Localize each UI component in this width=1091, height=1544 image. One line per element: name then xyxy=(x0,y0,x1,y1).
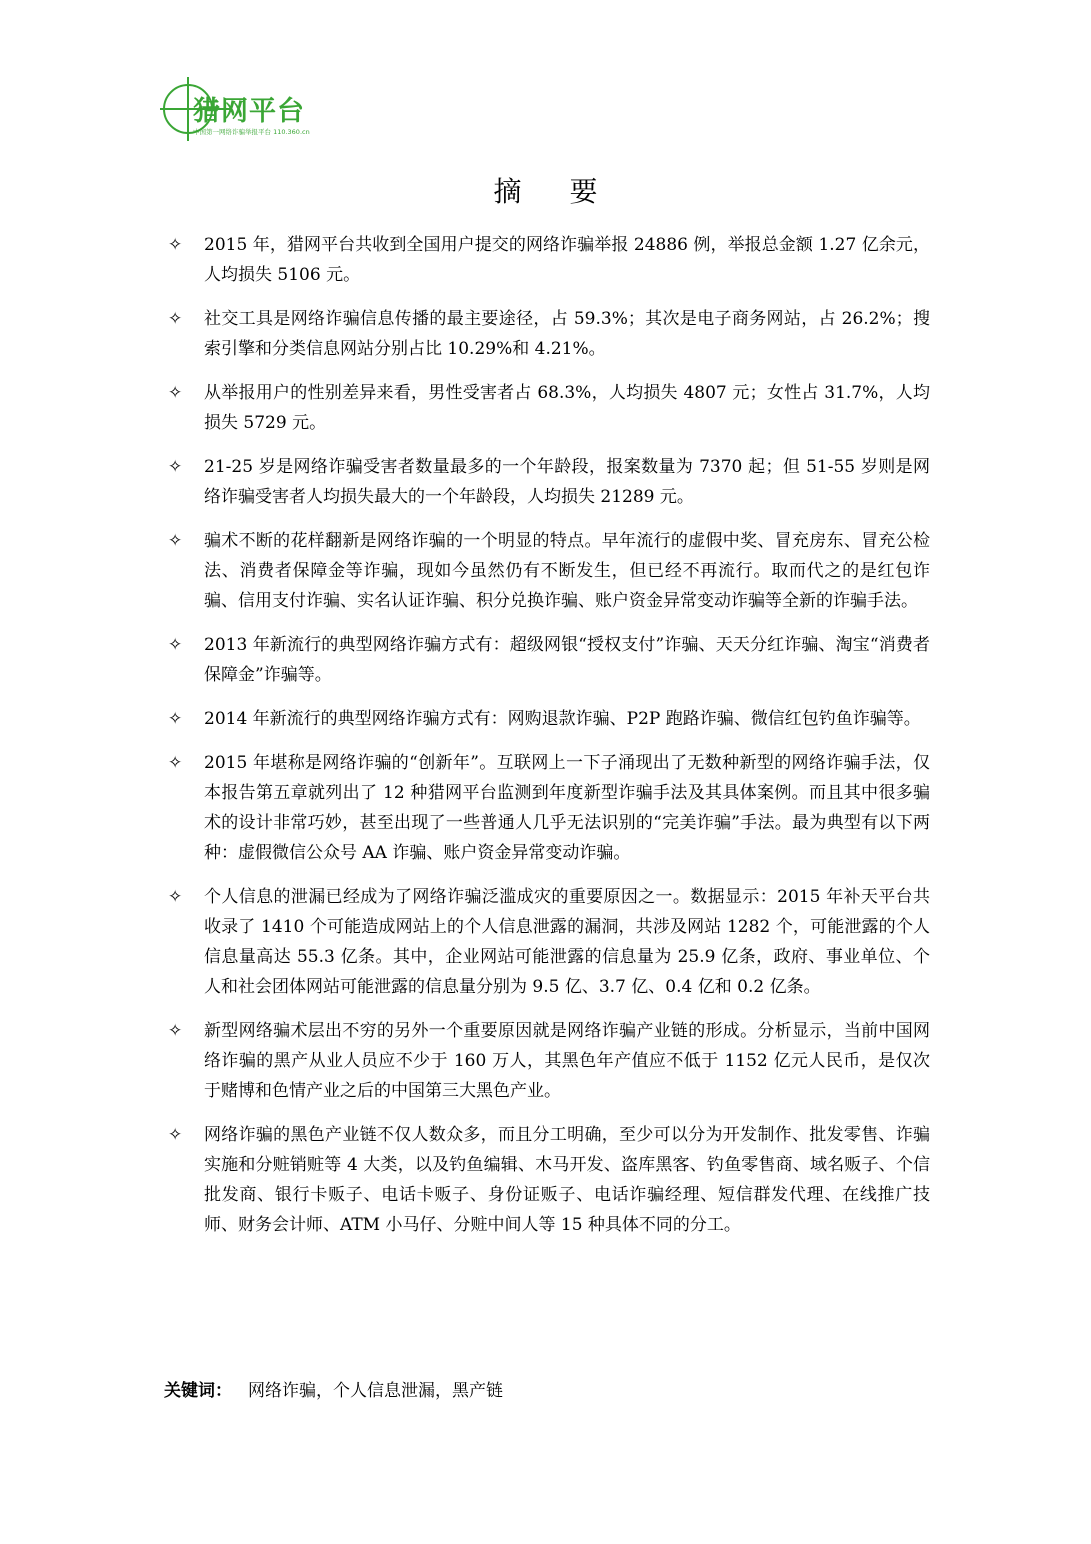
item-text: 从举报用户的性别差异来看，男性受害者占 68.3%，人均损失 4807 元；女性占 31.7%，人均损失 5729 元。 xyxy=(204,383,930,433)
keywords-value: 网络诈骗，个人信息泄漏，黑产链 xyxy=(248,1381,503,1401)
item-text: 骗术不断的花样翻新是网络诈骗的一个明显的特点。早年流行的虚假中奖、冒充房东、冒充公检法、消费者保障金等诈骗，现如今虽然仍有不断发生，但已经不再流行。取而代之的是红包诈骗、信用支付诈骗、实名认证诈骗、积分兑换诈骗、账户资金异常变动诈骗等全新的诈骗手法。 xyxy=(204,531,930,611)
item-text: 网络诈骗的黑色产业链不仅人数众多，而且分工明确，至少可以分为开发制作、批发零售、诈骗实施和分赃销赃等 4 大类，以及钓鱼编辑、木马开发、盗库黑客、钓鱼零售商、域名贩子、个信批发商、银行卡贩子、电话卡贩子、身份证贩子、电话诈骗经理、短信群发代理、在线推广技师、财务会计师、ATM 小马仔、分赃中间人等 15 种具体不同的分工。 xyxy=(204,1125,930,1235)
list-item xyxy=(168,748,930,868)
item-text: 2015 年堪称是网络诈骗的“创新年”。互联网上一下子涌现出了无数种新型的网络诈骗手法，仅本报告第五章就列出了 12 种猎网平台监测到年度新型诈骗手法及其具体案例。而且其中很多骗术的设计非常巧妙，甚至出现了一些普通人几乎无法识别的“完美诈骗”手法。最为典型有以下两种：虚假微信公众号 AA 诈骗、账户资金异常变动诈骗。 xyxy=(204,753,930,863)
list-item xyxy=(168,630,930,690)
item-text: 个人信息的泄漏已经成为了网络诈骗泛滥成灾的重要原因之一。数据显示：2015 年补天平台共收录了 1410 个可能造成网站上的个人信息泄露的漏洞，共涉及网站 1282 个，可能泄露的个人信息量高达 55.3 亿条。其中，企业网站可能泄露的信息量为 25.9 亿条，政府、事业单位、个人和社会团体网站可能泄露的信息量分别为 9.5 亿、3.7 亿、0.4 亿和 0.2 亿条。 xyxy=(204,887,930,997)
item-text: 2013 年新流行的典型网络诈骗方式有：超级网银“授权支付”诈骗、天天分红诈骗、淘宝“消费者保障金”诈骗等。 xyxy=(204,635,930,685)
list-item xyxy=(168,526,930,616)
list-item xyxy=(168,704,930,734)
bullet-icon: ✧ xyxy=(168,887,183,907)
bullet-icon: ✧ xyxy=(168,1125,183,1145)
list-item xyxy=(168,304,930,364)
item-text: 新型网络骗术层出不穷的另外一个重要原因就是网络诈骗产业链的形成。分析显示，当前中国网络诈骗的黑产从业人员应不少于 160 万人，其黑色年产值应不低于 1152 亿元人民币，是仅次于赌博和色情产业之后的中国第三大黑色产业。 xyxy=(204,1021,930,1101)
logo-tagline: 中国第一网络诈骗举报平台 110.360.cn xyxy=(193,128,310,136)
bullet-icon: ✧ xyxy=(168,383,183,403)
list-item xyxy=(168,882,930,1002)
bullet-icon: ✧ xyxy=(168,753,183,773)
list-item xyxy=(168,1016,930,1106)
item-text: 2014 年新流行的典型网络诈骗方式有：网购退款诈骗、P2P 跑路诈骗、微信红包钓鱼诈骗等。 xyxy=(204,709,921,729)
list-item xyxy=(168,230,930,290)
item-text: 21-25 岁是网络诈骗受害者数量最多的一个年龄段，报案数量为 7370 起；但 51-55 岁则是网络诈骗受害者人均损失最大的一个年龄段，人均损失 21289 元。 xyxy=(204,457,930,507)
item-text: 社交工具是网络诈骗信息传播的最主要途径，占 59.3%；其次是电子商务网站，占 26.2%；搜索引擎和分类信息网站分别占比 10.29%和 4.21%。 xyxy=(204,309,930,359)
bullet-icon: ✧ xyxy=(168,531,183,551)
bullet-icon: ✧ xyxy=(168,1021,183,1041)
list-item xyxy=(168,452,930,512)
bullet-icon: ✧ xyxy=(168,309,183,329)
list-item xyxy=(168,378,930,438)
summary-list xyxy=(168,230,930,1254)
bullet-icon: ✧ xyxy=(168,709,183,729)
bullet-icon: ✧ xyxy=(168,635,183,655)
bullet-icon: ✧ xyxy=(168,457,183,477)
list-item xyxy=(168,1120,930,1240)
logo xyxy=(158,75,318,147)
logo-name: 猎网平台 xyxy=(193,96,305,127)
keywords xyxy=(164,1376,503,1406)
keywords-label: 关键词： xyxy=(164,1381,232,1401)
page-title: 摘要 xyxy=(493,175,646,208)
bullet-icon: ✧ xyxy=(168,235,183,255)
item-text: 2015 年，猎网平台共收到全国用户提交的网络诈骗举报 24886 例，举报总金额 1.27 亿余元，人均损失 5106 元。 xyxy=(204,235,930,285)
